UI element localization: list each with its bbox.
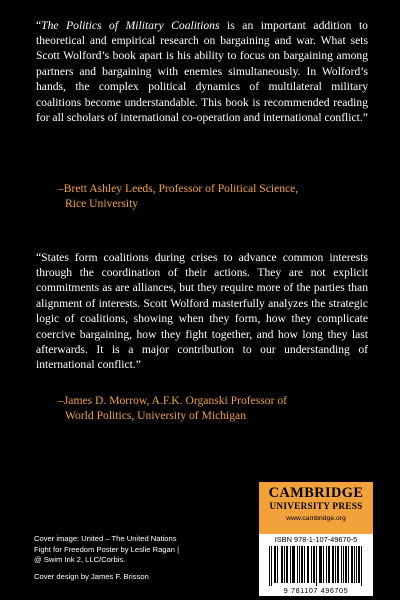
barcode-bar <box>297 546 298 583</box>
endorsement-quote-1 <box>36 18 368 126</box>
barcode-bar <box>293 546 294 583</box>
barcode-bar <box>352 546 353 583</box>
barcode-bar <box>282 546 283 583</box>
barcode-bar <box>290 546 291 583</box>
cover-image-credit <box>34 534 214 566</box>
publisher-subtitle: UNIVERSITY PRESS <box>269 501 363 511</box>
credit-line: Fight for Freedom Poster by Leslie Ragan | <box>34 544 180 554</box>
barcode-bar <box>313 546 314 583</box>
barcode-bar <box>307 546 308 583</box>
credit-line: Cover image: United – The United Nations <box>34 534 177 543</box>
publisher-logo <box>259 482 373 534</box>
quote-text: is an important addition to theoretical and empirical research on bargaining and war. What sets Scott Wolford’s book apart is his ability to focus on bargaining among partners and bargaining with enemies simultaneously. In Wolford’s hands, the complex political dynamics of multilateral military coalitions become understandable. This book is recommended reading for all scholars of international co-operation and international conflict.” <box>36 18 368 125</box>
barcode-bar <box>299 546 300 583</box>
barcode-bar <box>341 546 342 583</box>
barcode-bar <box>314 546 315 583</box>
barcode-bar <box>304 546 305 583</box>
barcode-bar <box>337 546 338 583</box>
barcode-bar <box>348 546 349 583</box>
barcode-bar <box>284 546 285 583</box>
attribution-line: World Politics, University of Michigan <box>65 409 247 423</box>
credit-line: @ Swim Ink 2, LLC/Corbis. <box>34 555 126 565</box>
barcode-bar <box>356 546 357 583</box>
attribution-line: Rice University <box>65 197 139 211</box>
barcode-bar <box>343 546 344 583</box>
isbn-label: ISBN 978-1-107-49670-5 <box>274 535 358 544</box>
barcode-bar <box>275 546 276 583</box>
book-title: The Politics of Military Coalitions <box>41 18 220 32</box>
attribution-line: –Brett Ashley Leeds, Professor of Political Science, <box>58 182 299 195</box>
barcode-digits: 9 781107 496705 <box>283 586 349 595</box>
barcode-bar <box>302 546 303 583</box>
barcode-bar <box>326 546 327 583</box>
barcode-bar <box>281 546 282 583</box>
endorsement-attribution-2 <box>58 393 368 424</box>
quote-text: “States form coalitions during crises to advance common interests through the coordination of their actions. They are not explicit commitments as are alliances, but they require more of the parties than alignment of interests. Scott Wolford masterfully analyzes the strategic logic of coalitions, showing when they form, how they complicate coercive bargaining, how they fight together, and how long they last afterwards. It is a major contribution to our understanding of international conflict.” <box>36 250 368 372</box>
publisher-name: CAMBRIDGE <box>268 485 364 501</box>
barcode-bar <box>361 546 362 586</box>
barcode-bar <box>332 546 333 583</box>
endorsement-attribution-1 <box>58 181 368 212</box>
barcode-bar <box>321 546 322 583</box>
quote-open-mark: “ <box>36 18 42 32</box>
barcode-panel <box>259 534 373 596</box>
barcode-bar <box>345 546 346 583</box>
barcode-bar <box>354 546 355 583</box>
barcode-bar <box>333 546 334 583</box>
barcode-bar <box>346 546 347 583</box>
cover-design-credit: Cover design by James F. Brisson <box>34 572 149 581</box>
barcode-bar <box>329 546 330 583</box>
barcode-bar <box>358 546 359 583</box>
barcode-bar <box>287 546 288 583</box>
barcode-bar <box>294 546 295 583</box>
barcode-bar <box>316 546 317 586</box>
barcode-icon <box>269 546 363 586</box>
barcode-bar <box>359 546 360 583</box>
barcode-bar <box>320 546 321 583</box>
endorsement-quote-2 <box>36 250 368 373</box>
barcode-bar <box>308 546 309 583</box>
barcode-bar <box>338 546 339 583</box>
barcode-bar <box>301 546 302 583</box>
barcode-bar <box>323 546 324 583</box>
barcode-bar <box>311 546 312 583</box>
barcode-bar <box>319 546 320 583</box>
barcode-bar <box>271 546 272 586</box>
barcode-bar <box>335 546 336 583</box>
publisher-url: www.cambridge.org <box>286 515 346 522</box>
barcode-bar <box>292 546 293 583</box>
barcode-bar <box>277 546 278 583</box>
attribution-line: –James D. Morrow, A.F.K. Organski Professor of <box>58 394 287 407</box>
barcode-bar <box>286 546 287 583</box>
barcode-bar <box>274 546 275 583</box>
barcode-bar <box>328 546 329 583</box>
barcode-bar <box>269 546 270 586</box>
barcode-bar <box>351 546 352 583</box>
